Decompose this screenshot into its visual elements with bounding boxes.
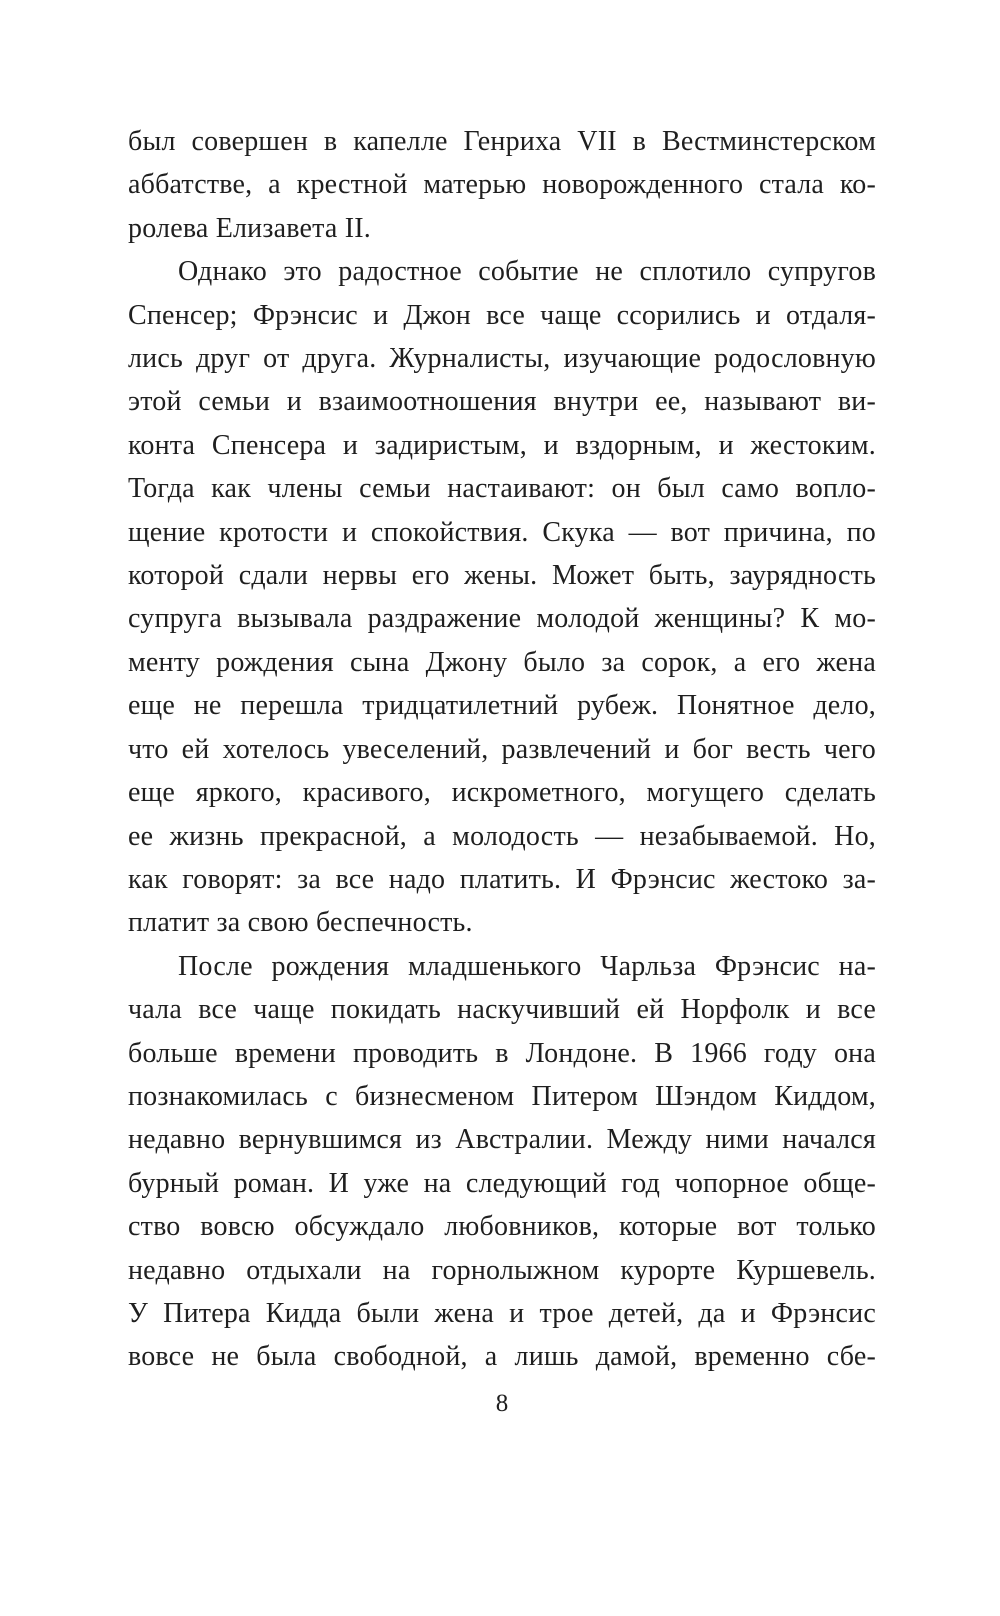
text-line: аббатстве, а крестной матерью новорожденного стала ко-: [128, 169, 876, 201]
text-line: был совершен в капелле Генриха VII в Вестминстерском: [128, 126, 876, 157]
text-line: недавно отдыхали на горнолыжном курорте Куршевель.: [128, 1254, 876, 1286]
text-line: еще не перешла тридцатилетний рубеж. Понятное дело,: [128, 690, 876, 722]
text-line: этой семьи и взаимоотношения внутри ее, называют ви-: [128, 386, 876, 418]
text-line: которой сдали нервы его жены. Может быть, заурядность: [128, 560, 876, 592]
page-number: 8: [495, 1390, 509, 1417]
text-line: недавно вернувшимся из Австралии. Между ними начался: [128, 1124, 876, 1156]
text-line: ство вовсю обсуждало любовников, которые вот только: [128, 1211, 876, 1243]
text-line: бурный роман. И уже на следующий год чопорное обще-: [128, 1167, 876, 1199]
text-line: После рождения младшенького Чарльза Фрэнсис на-: [178, 950, 876, 982]
text-line: как говорят: за все надо платить. И Фрэнсис жестоко за-: [128, 863, 876, 895]
text-line: познакомилась с бизнесменом Питером Шэндом Киддом,: [128, 1080, 876, 1112]
text-line: чала все чаще покидать наскучивший ей Норфолк и все: [128, 994, 876, 1026]
text-line: ее жизнь прекрасной, а молодость — незабываемой. Но,: [128, 820, 876, 852]
text-line: ролева Елизавета II.: [128, 212, 371, 244]
text-line: менту рождения сына Джону было за сорок, а его жена: [128, 646, 876, 678]
text-line: конта Спенсера и задиристым, и вздорным, и жестоким.: [128, 429, 876, 461]
text-line: Однако это радостное событие не сплотило супругов: [178, 256, 876, 288]
text-line: платит за свою беспечность.: [128, 907, 473, 939]
text-line: Спенсер; Фрэнсис и Джон все чаще ссорились и отдаля-: [128, 299, 876, 331]
text-line: щение кротости и спокойствия. Скука — вот причина, по: [128, 516, 876, 548]
text-line: Тогда как члены семьи настаивают: он был само вопло-: [128, 473, 876, 505]
text-line: еще яркого, красивого, искрометного, могущего сделать: [128, 777, 876, 809]
text-line: что ей хотелось увеселений, развлечений и бог весть чего: [128, 733, 876, 765]
text-line: вовсе не была свободной, а лишь дамой, временно сбе-: [128, 1341, 876, 1373]
text-line: больше времени проводить в Лондоне. В 1966 году она: [128, 1037, 876, 1069]
text-line: У Питера Кидда были жена и трое детей, да и Фрэнсис: [128, 1297, 876, 1329]
text-line: супруга вызывала раздражение молодой женщины? К мо-: [128, 603, 876, 635]
page-text: [128, 120, 876, 1379]
text-line: лись друг от друга. Журналисты, изучающие родословную: [128, 343, 876, 375]
